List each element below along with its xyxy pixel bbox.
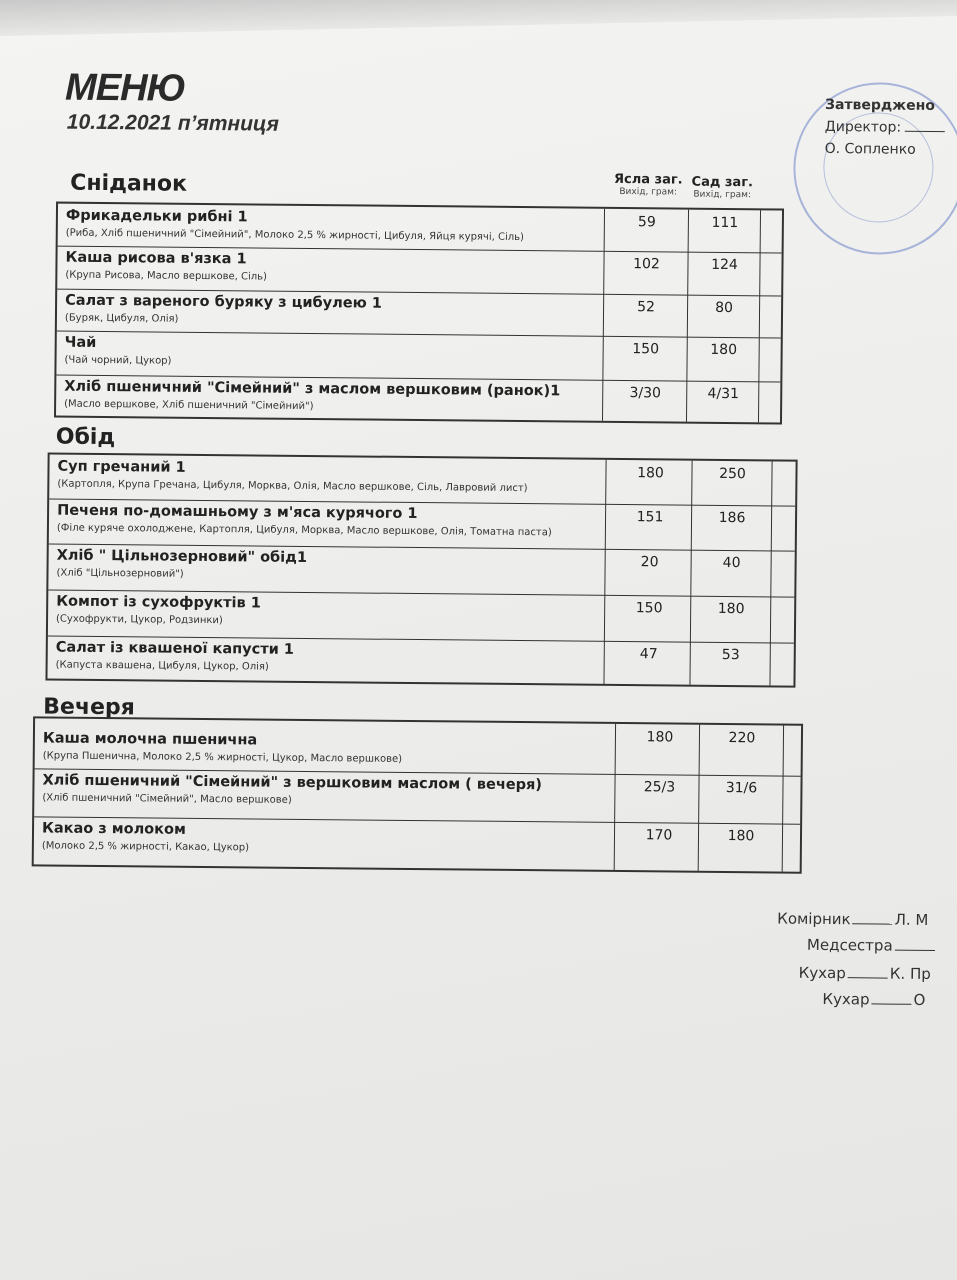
nursery-portion: 150 <box>635 600 663 617</box>
nursery-portion: 151 <box>636 509 664 526</box>
kindergarten-portion: 111 <box>711 214 739 232</box>
table-row <box>48 589 794 643</box>
nursery-portion: 3/30 <box>629 385 662 402</box>
dish-ingredients: (Чай чорний, Цукор) <box>64 354 172 367</box>
dish-ingredients: (Буряк, Цибуля, Олія) <box>64 312 179 325</box>
dish-ingredients: (Молоко 2,5 % жирності, Какао, Цукор) <box>41 840 250 854</box>
nursery-portion: 25/3 <box>643 779 676 796</box>
table-row <box>35 718 801 776</box>
kindergarten-portion: 31/6 <box>725 780 758 797</box>
nursery-portion: 170 <box>645 827 673 844</box>
dish-ingredients: (Крупа Пшенична, Молоко 2,5 % жирності, Цукор, Масло вершкове) <box>42 750 403 765</box>
dish-name: Каша молочна пшенична <box>42 730 258 749</box>
dish-ingredients: (Крупа Рисова, Масло вершкове, Сіль) <box>65 269 268 283</box>
kindergarten-portion: 80 <box>715 299 734 317</box>
signature-cook-1: Кухар К. Пр <box>798 963 931 983</box>
kindergarten-portion: 180 <box>717 600 745 618</box>
dish-name: Фрикадельки рибні 1 <box>65 207 248 226</box>
signature-nurse: Медсестра <box>807 936 937 955</box>
dish-ingredients: (Капуста квашена, Цибуля, Цукор, Олія) <box>55 659 269 673</box>
dish-ingredients: (Риба, Хліб пшеничний "Сімейний", Молоко 2,5 % жирності, Цибуля, Яйця курячі, Сіль) <box>65 227 524 244</box>
menu-title: МЕНЮ <box>64 66 186 110</box>
kindergarten-portion: 186 <box>718 509 746 527</box>
nursery-portion: 59 <box>637 214 656 231</box>
approval-heading: Затверджено <box>824 96 936 114</box>
nursery-portion: 180 <box>637 465 664 482</box>
nursery-portion: 47 <box>639 646 658 663</box>
dish-ingredients: (Масло вершкове, Хліб пшеничний "Сімейний") <box>64 398 314 413</box>
table-row <box>34 768 800 824</box>
dish-ingredients: (Сухофрукти, Цукор, Родзинки) <box>56 613 223 627</box>
dish-name: Компот із сухофруктів 1 <box>56 593 261 612</box>
dinner-table <box>32 716 803 873</box>
approval-director-name: О. Сопленко <box>824 140 916 158</box>
kindergarten-portion: 180 <box>727 828 755 845</box>
table-row <box>48 543 794 597</box>
dish-name: Хліб " Цільнозерновий" обід1 <box>56 547 308 566</box>
section-title-dinner: Вечеря <box>43 694 135 721</box>
kindergarten-portion: 220 <box>728 730 756 747</box>
dish-ingredients: (Хліб пшеничний "Сімейний", Масло вершкове) <box>42 792 292 806</box>
nursery-portion: 52 <box>637 299 656 316</box>
dish-name: Каша рисова в'язка 1 <box>65 249 247 268</box>
column-header-nursery: Ясла заг. Вихід, грам: <box>613 171 683 198</box>
dish-ingredients: (Хліб "Цільнозерновий") <box>56 567 184 580</box>
kindergarten-portion: 180 <box>710 341 738 359</box>
kindergarten-portion: 124 <box>711 256 738 274</box>
breakfast-table <box>54 202 784 425</box>
dish-name: Салат з вареного буряку з цибулею 1 <box>65 292 382 312</box>
menu-date: 10.12.2021 п’ятниця <box>66 110 280 136</box>
section-title-breakfast: Сніданок <box>70 170 188 197</box>
kindergarten-portion: 250 <box>719 465 746 483</box>
table-row <box>34 816 800 871</box>
kindergarten-portion: 53 <box>721 646 740 664</box>
dish-name: Чай <box>64 334 97 351</box>
nursery-portion: 150 <box>632 341 660 358</box>
section-title-lunch: Обід <box>55 424 116 451</box>
table-row <box>56 375 780 423</box>
dish-name: Салат із квашеної капусти 1 <box>55 639 295 658</box>
dish-name: Какао з молоком <box>41 820 186 838</box>
dish-name: Суп гречаний 1 <box>57 458 186 476</box>
nursery-portion: 20 <box>640 554 659 571</box>
approval-director-label: Директор: <box>825 116 957 140</box>
dish-ingredients: (Філе куряче охолоджене, Картопля, Цибуля, Морква, Масло вершкове, Олія, Томатна паста) <box>56 522 552 539</box>
column-header-kindergarten: Сад заг. Вихід, грам: <box>691 174 754 201</box>
nursery-portion: 180 <box>646 729 674 746</box>
kindergarten-portion: 4/31 <box>707 385 740 403</box>
kindergarten-portion: 40 <box>722 554 741 572</box>
approval-block <box>825 94 957 162</box>
dish-name: Хліб пшеничний "Сімейний" з маслом вершковим (ранок)1 <box>64 378 561 400</box>
table-row <box>47 635 793 685</box>
nursery-portion: 102 <box>633 256 660 273</box>
dish-ingredients: (Картопля, Крупа Гречана, Цибуля, Морква, Олія, Масло вершкове, Сіль, Лавровий лист) <box>57 478 528 495</box>
dish-name: Хліб пшеничний "Сімейний" з вершковим маслом ( вечеря) <box>42 772 543 794</box>
lunch-table <box>45 452 797 687</box>
dish-name: Печеня по-домашньому з м'яса курячого 1 <box>57 502 418 523</box>
signature-storekeeper: Комірник Л. М <box>777 909 929 929</box>
signature-cook-2: Кухар О <box>822 989 926 1009</box>
